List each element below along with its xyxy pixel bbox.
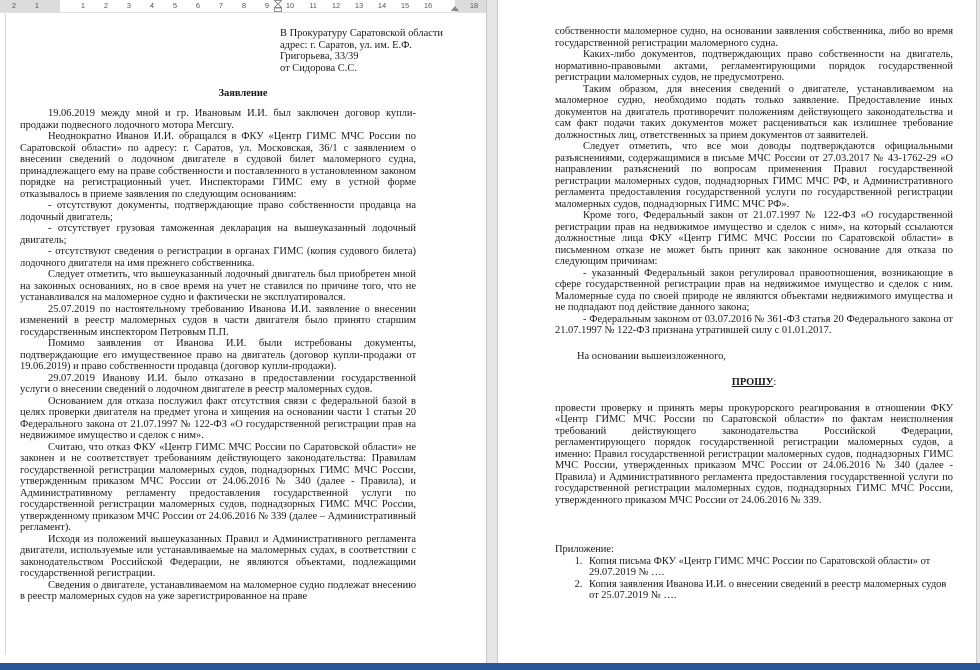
request-title: ПРОШУ xyxy=(731,377,774,388)
attachment-item: 1. Копия письма ФКУ «Центр ГИМС МЧС России по Саратовской области» от 29.07.2019 № …. xyxy=(585,556,953,579)
paragraph: Каких-либо документов, подтверждающих право собственности на двигатель, нормативно-правовыми актами, регламентирующими порядок государственной регистрации маломерных судов, не предусмотрено. xyxy=(555,49,953,83)
status-bar xyxy=(0,663,980,670)
request-colon: : xyxy=(773,377,777,388)
ruler-number: 2 xyxy=(103,1,109,10)
ruler-number: 9 xyxy=(264,1,270,10)
attachments-list xyxy=(555,556,953,602)
document-page-right[interactable] xyxy=(497,0,977,663)
ruler-number: 4 xyxy=(149,1,155,10)
paragraph: Неоднократно Иванов И.И. обращался в ФКУ «Центр ГИМС МЧС России по Саратовской области» по адресу: г. Саратов, ул. Московская, 36/1 с заявлением о внесении сведений о лодочном двигателе в судовой билет маломерного судна, принадлежащего ему на праве собственности и поставленного в установленном законом порядке на регистрационный учет. Инспекторами ГИМС ему в устной форме отказывалось в приеме заявления по следующим основаниям: xyxy=(20,131,416,200)
paragraph: Помимо заявления от Иванова И.И. были истребованы документы, подтверждающие его имущественное право на двигатель (договор купли-продажи от 19.06.2019) и право собственности продавца (договор купли-продажи). xyxy=(20,338,416,372)
paragraph: Таким образом, для внесения сведений о двигателе, устанавливаемом на маломерное судно, необходимо подать только заявление. Предоставление иных документов на двигатель противоречит положениям действующего законодательства и сам факт подачи таких документов может расцениваться как излишнее требование должностных лиц, ответственных за прием документов от заявителей. xyxy=(555,83,953,141)
address-line: адрес: г. Саратов, ул. им. Е.Ф. xyxy=(280,39,412,51)
paragraph: На основании вышеизложенного, xyxy=(577,350,726,362)
address-line: Григорьева, 33/39 xyxy=(280,51,359,62)
left-margin-line xyxy=(5,14,6,654)
address-line: от Сидорова С.С. xyxy=(280,62,357,74)
ruler-left-margin xyxy=(0,0,60,12)
paragraph: - отсутствуют документы, подтверждающие право собственности продавца на лодочный двигатель; xyxy=(20,200,416,223)
paragraph: 25.07.2019 по настоятельному требованию Иванова И.И. заявление о внесении изменений в реестр маломерных судов в части двигателя было принято старшим государственным инспектором Петровым П.П. xyxy=(20,303,416,338)
attachment-item: 2. Копия заявления Иванова И.И. о внесении сведений в реестр маломерных судов от 25.07.2019 № …. xyxy=(585,579,953,602)
request-heading xyxy=(555,377,953,389)
left-page-body[interactable] xyxy=(20,108,416,603)
ruler-number: 18 xyxy=(469,1,479,10)
ruler-number: 8 xyxy=(241,1,247,10)
ruler-number: 1 xyxy=(34,1,40,10)
document-title: Заявление xyxy=(218,88,268,99)
ruler-number: 15 xyxy=(400,1,410,10)
ruler-number: 1 xyxy=(80,1,86,10)
right-page-body[interactable] xyxy=(555,26,953,602)
ruler-number: 6 xyxy=(195,1,201,10)
paragraph: Исходя из положений вышеуказанных Правил и Административного регламента двигатели, используемые или устанавливаемые на маломерных судах, в соответствии с законодательством Российской Федерации, не являются объектами, подлежащими государственной регистрации. xyxy=(20,533,416,579)
recipient-address xyxy=(280,28,443,74)
ruler-number: 11 xyxy=(309,1,317,10)
paragraph: - отсутствуют сведения о регистрации в органах ГИМС (копия судового билета) лодочного двигателя на имя прежнего собственника. xyxy=(20,246,416,269)
paragraph: Следует отметить, что вышеуказанный лодочный двигатель был приобретен мной на законных основаниях, но в свое время на учет не ставился по причине того, что не устанавливался на маломерное судно и фактически не эксплуатировался. xyxy=(20,269,416,303)
ruler-number: 3 xyxy=(126,1,132,10)
ruler-number: 13 xyxy=(354,1,364,10)
paragraph: Следует отметить, что все мои доводы подтверждаются официальными разъяснениями, содержащимися в письме МЧС России от 27.03.2017 № 43-1762-29 «О направлении разъяснений по вопросам применения Правил государственной регистрации маломерных судов, поднадзорных ГИМС МЧС РФ, и Административного регламента предоставления государственной услуги по государственной регистрации маломерных судов, поднадзорных ГИМС МЧС РФ». xyxy=(555,141,953,210)
request-paragraph: провести проверку и принять меры прокурорского реагирования в отношении ФКУ «Центр ГИМС МЧС России по Саратовской области» по фактам неисполнения требований действующего законодательства Российской Федерации, регламентирующего порядок государственной регистрации маломерных судов, а именно: Правил государственной регистрации маломерных судов, поднадзорных ГИМС МЧС России, утвержденных приказом МЧС России от 24.06.2016 № 340 (далее - Правила) и Административного регламента предоставления государственной услуги по государственной регистрации маломерных судов, поднадзорных ГИМС МЧС России, утвержденного приказом МЧС России от 24.06.2016 № 339. xyxy=(555,402,953,506)
ruler-number: 14 xyxy=(377,1,387,10)
paragraph: 19.06.2019 между мной и гр. Ивановым И.И. был заключен договор купли-продажи подвесного лодочного мотора Mercury. xyxy=(20,108,416,131)
indent-marker-icon[interactable] xyxy=(274,0,282,12)
paragraph: Основанием для отказа послужил факт отсутствия связи с федеральной базой в целях проверки двигателя на предмет угона и хищения на основании части 1 статьи 20 Федерального закона от 21.07.1997 № 122-ФЗ «О государственной регистрации прав на недвижимое имущество и сделок с ним». xyxy=(20,395,416,441)
ruler-number: 16 xyxy=(423,1,433,10)
right-indent-marker-icon[interactable] xyxy=(451,6,459,11)
address-line: В Прокуратуру Саратовской области xyxy=(280,28,443,39)
paragraph: - Федеральным законом от 03.07.2016 № 361-ФЗ статья 20 Федерального закона от 21.07.1997 № 122-ФЗ признана утратившей силу с 01.01.2017. xyxy=(555,313,953,336)
paragraph: - отсутствует грузовая таможенная декларация на вышеуказанный лодочный двигатель; xyxy=(20,223,416,246)
document-page-left[interactable] xyxy=(0,0,487,663)
paragraph: 29.07.2019 Иванову И.И. было отказано в предоставлении государственной услуги о внесении сведений о лодочном двигателе в реестр маломерных судов. xyxy=(20,372,416,395)
ruler-number: 10 xyxy=(285,1,295,10)
ruler-number: 5 xyxy=(172,1,178,10)
ruler-number: 2 xyxy=(11,1,17,10)
attachments-label: Приложение: xyxy=(555,544,614,555)
ruler-number: 12 xyxy=(331,1,341,10)
paragraph: Кроме того, Федеральный закон от 21.07.1997 № 122-ФЗ «О государственной регистрации прав на недвижимое имущество и сделок с ним», на который ссылаются должностные лица ФКУ «Центр ГИМС МЧС России по Саратовской области» в письменном отказе не может быть принят как законное основание для отказа по следующим причинам: xyxy=(555,210,953,267)
paragraph: Сведения о двигателе, устанавливаемом на маломерное судно подлежат внесению в реестр маломерных судов на уже зарегистрированное на праве xyxy=(20,579,416,602)
paragraph: - указанный Федеральный закон регулировал правоотношения, возникающие в сфере государственной регистрации прав на недвижимое имущество и сделок с ним. Маломерные суда по своей природе не являются объектами недвижимого имущества и не подпадают под действие данного закона; xyxy=(555,267,953,313)
paragraph: собственности маломерное судно, на основании заявления собственника, либо во время государственной регистрации маломерного судна. xyxy=(555,26,953,49)
ruler-number: 7 xyxy=(218,1,224,10)
paragraph: Считаю, что отказ ФКУ «Центр ГИМС МЧС России по Саратовской области» не законен и не соответствует требованиям действующего законодательства: Правилам государственной регистрации маломерных судов, поднадзорных ГИМС МЧС России, утвержденным приказом МЧС России от 24.06.2016 № 340 (далее - Правила), и Административному регламенту предоставления государственной услуги по государственной регистрации маломерных судов, поднадзорных ГИМС МЧС России, утвержденному приказом МЧС России от 24.06.2016 № 339 (далее – Административный регламент). xyxy=(20,441,416,533)
horizontal-ruler[interactable] xyxy=(0,0,486,13)
